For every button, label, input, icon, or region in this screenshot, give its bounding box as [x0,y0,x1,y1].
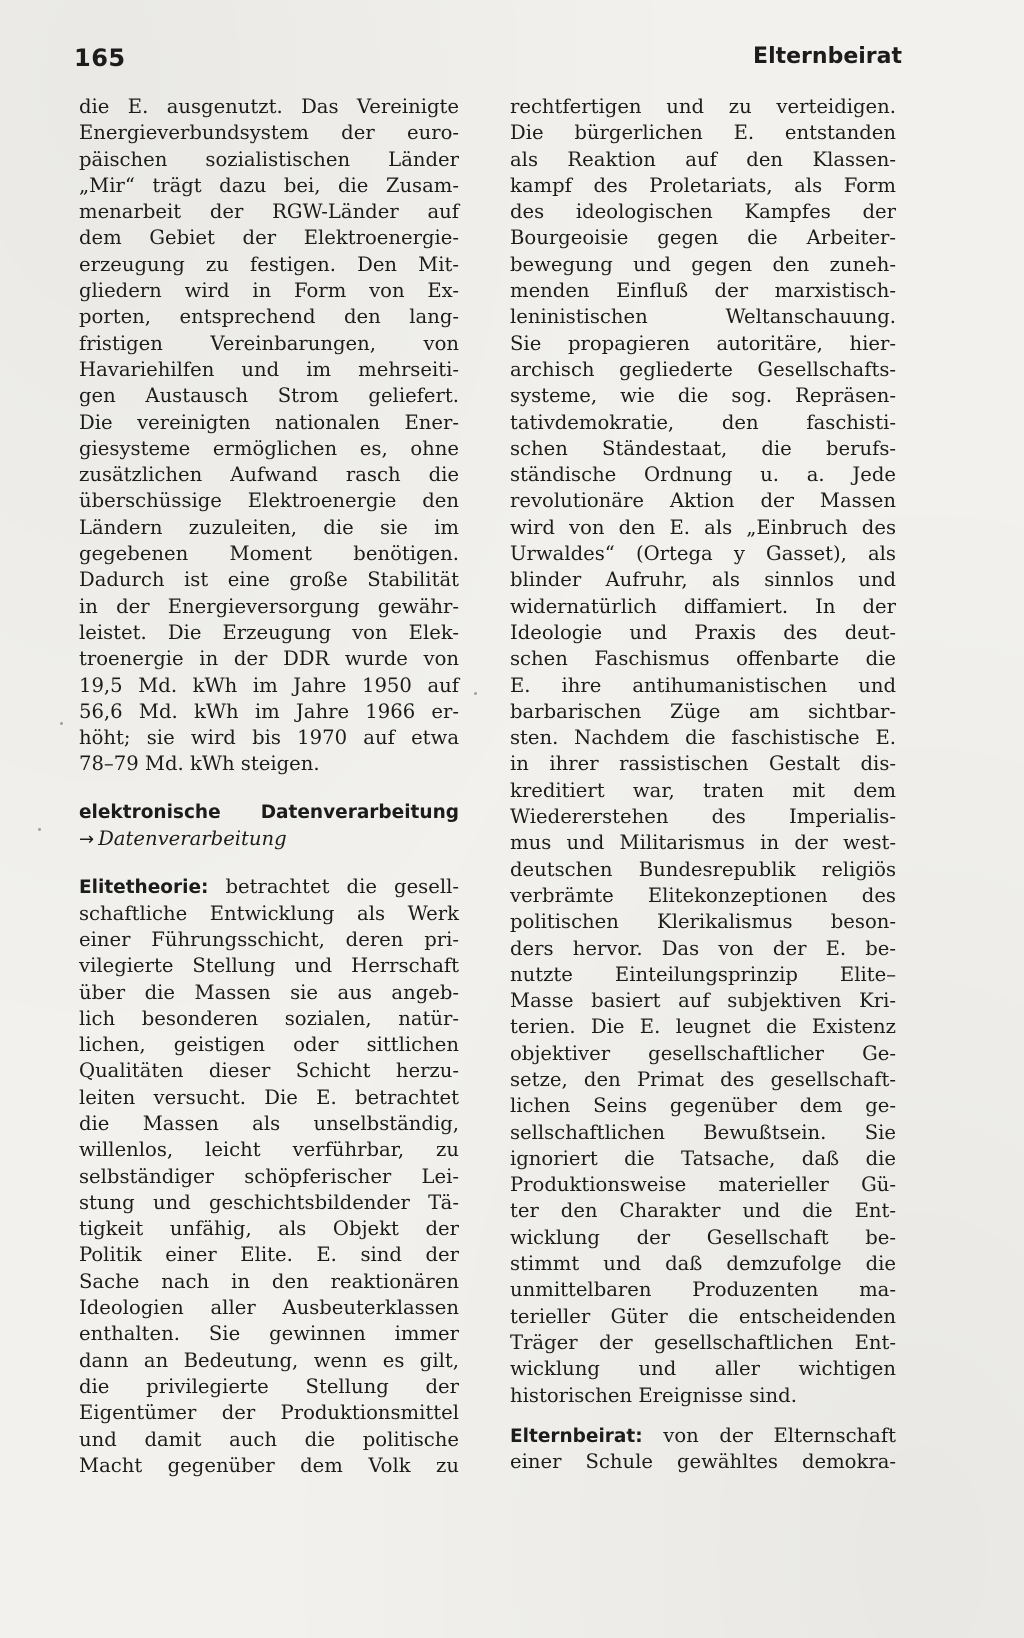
text-line: ignoriert die Tatsache, daß die [510,1146,896,1170]
text-line: kampf des Proletariats, als Form [510,173,896,197]
text-line: gliedern wird in Form von Ex- [79,279,459,303]
text-line: porten, entsprechend den lang- [79,305,459,329]
text-line: 56,6 Md. kWh im Jahre 1966 er- [79,699,459,723]
text-line: schen Ständestaat, die berufs- [510,436,896,460]
text-line: über die Massen sie aus angeb- [79,980,459,1004]
elite-body [79,901,459,1480]
text-line: Träger der gesellschaftlichen Ent- [510,1330,896,1354]
text-line: die privilegierte Stellung der [79,1374,459,1398]
text-line: archisch gegliederte Gesellschafts- [510,357,896,381]
text-line: vilegierte Stellung und Herrschaft [79,954,459,978]
text-line: 19,5 Md. kWh im Jahre 1950 auf [79,673,459,697]
text-line: die Massen als unselbständig, [79,1111,459,1135]
text-line: Die bürgerlichen E. entstanden [510,121,896,145]
text-line: Bourgeoisie gegen die Arbeiter- [510,226,896,250]
text-line: terien. Die E. leugnet die Existenz [510,1015,896,1039]
text-line: Sie propagieren autoritäre, hier- [510,331,896,355]
running-head: Elternbeirat [753,44,902,69]
text-line: gegebenen Moment benötigen. [79,542,459,566]
text-line: Ländern zuzuleiten, die sie im [79,515,459,539]
text-line: Ideologie und Praxis des deut- [510,620,896,644]
spacer [510,1409,896,1423]
text-line: einer Schule gewähltes demokra- [510,1450,896,1474]
text-line: Dadurch ist eine große Stabilität [79,568,459,592]
text-line: terieller Güter die entscheidenden [510,1304,896,1328]
text-line: leistet. Die Erzeugung von Elek- [79,620,459,644]
text-line: und damit auch die politische [79,1427,459,1451]
text-line: „Mir“ trägt dazu bei, die Zusam- [79,173,459,197]
text-line: Die vereinigten nationalen Ener- [79,410,459,434]
text-line: widernatürlich diffamiert. In der [510,594,896,618]
text-line: menarbeit der RGW-Länder auf [79,200,459,224]
text-line: Urwaldes“ (Ortega y Gasset), als [510,542,896,566]
text-line: tigkeit unfähig, als Objekt der [79,1217,459,1241]
edv-entry [79,800,459,853]
text-line: systeme, wie die sog. Repräsen- [510,384,896,408]
text-line: verbrämte Elitekonzeptionen des [510,883,896,907]
text-line: ders hervor. Das von der E. be- [510,936,896,960]
elternbeirat-entry [510,1423,896,1476]
text-line: des ideologischen Kampfes der [510,200,896,224]
arrow-right-icon: → [79,829,95,851]
left-column [79,94,459,1479]
text-line: kreditiert war, traten mit dem [510,778,896,802]
text-line: höht; sie wird bis 1970 auf etwa [79,726,459,750]
text-line: dem Gebiet der Elektroenergie- [79,226,459,250]
eltern-first-line [510,1423,896,1449]
text-line: giesysteme ermöglichen es, ohne [79,436,459,460]
text-line: politischen Klerikalismus beson- [510,910,896,934]
text-line: rechtfertigen und zu verteidigen. [510,95,896,118]
text-line: Wiedererstehen des Imperialis- [510,805,896,829]
spacer [79,852,459,874]
text-line: Eigentümer der Produktionsmittel [79,1401,459,1425]
text-line: Qualitäten dieser Schicht herzu- [79,1059,459,1083]
right-column [510,94,896,1475]
text-line: Macht gegenüber dem Volk zu [79,1453,459,1477]
text-line: selbständiger schöpferischer Lei- [79,1164,459,1188]
text-line: überschüssige Elektroenergie den [79,489,459,513]
page-number: 165 [74,44,126,72]
edv-headword: elektronische Datenverarbeitung [79,801,459,823]
text-line: lichen Seins gegenüber dem ge- [510,1094,896,1118]
text-line: barbarischen Züge am sichtbar- [510,699,896,723]
text-line: stung und geschichtsbildender Tä- [79,1190,459,1214]
eltern-body [510,1449,896,1475]
intro-paragraph [79,94,459,778]
text-line: deutschen Bundesrepublik religiös [510,857,896,881]
text-line: willenlos, leicht verführbar, zu [79,1138,459,1162]
text-line: Produktionsweise materieller Gü- [510,1173,896,1197]
eltern-headword: Elternbeirat: [510,1425,643,1447]
text-line: nutzte Einteilungsprinzip Elite– [510,962,896,986]
text-line: Ideologien aller Ausbeuterklassen [79,1296,459,1320]
text-line: wird von den E. als „Einbruch des [510,515,896,539]
text-line: leiten versucht. Die E. betrachtet [79,1085,459,1109]
crossref-target: Datenverarbeitung [98,827,287,851]
elitetheorie-entry [79,874,459,1479]
text-line: als Reaktion auf den Klassen- [510,147,896,171]
text-line: in ihrer rassistischen Gestalt dis- [510,752,896,776]
text-line: erzeugung zu festigen. Den Mit- [79,252,459,276]
text-line: schen Faschismus offenbarte die [510,647,896,671]
text-line: unmittelbaren Produzenten ma- [510,1278,896,1302]
edv-crossref [79,826,459,852]
text-line: menden Einfluß der marxistisch- [510,279,896,303]
text-line: Masse basiert auf subjektiven Kri- [510,989,896,1013]
text-line: Politik einer Elite. E. sind der [79,1243,459,1267]
scan-speck [38,828,41,831]
text-line: lichen, geistigen oder sittlichen [79,1033,459,1057]
text-line: wicklung und aller wichtigen [510,1357,896,1381]
text-line: ständische Ordnung u. a. Jede [510,463,896,487]
text-line: stimmt und daß demzufolge die [510,1252,896,1276]
text-line: mus und Militarismus in der west- [510,831,896,855]
elite-continuation [510,94,896,1409]
text-line: blinder Aufruhr, als sinnlos und [510,568,896,592]
text-line: fristigen Vereinbarungen, von [79,331,459,355]
elite-first-line [79,874,459,900]
text-line: revolutionäre Aktion der Massen [510,489,896,513]
scan-speck [60,722,63,725]
text-line: objektiver gesellschaftlicher Ge- [510,1041,896,1065]
text-line: sellschaftlichen Bewußtsein. Sie [510,1120,896,1144]
text-line: 78–79 Md. kWh steigen. [79,752,320,776]
text-line: wicklung der Gesellschaft be- [510,1225,896,1249]
spacer [79,778,459,800]
text-line: Energieverbundsystem der euro- [79,121,459,145]
text-line: bewegung und gegen den zuneh- [510,252,896,276]
text-line: E. ihre antihumanistischen und [510,673,896,697]
text-line: einer Führungsschicht, deren pri- [79,927,459,951]
scan-speck [474,692,477,695]
text-line: sten. Nachdem die faschistische E. [510,726,896,750]
text-line: ter den Charakter und die Ent- [510,1199,896,1223]
text-line: päischen sozialistischen Länder [79,147,459,171]
text-line: Havariehilfen und im mehrseiti- [79,357,459,381]
text-line: tativdemokratie, den faschisti- [510,410,896,434]
text-line: dann an Bedeutung, wenn es gilt, [79,1348,459,1372]
text-line: die E. ausgenutzt. Das Vereinigte [79,95,459,118]
text-line: leninistischen Weltanschauung. [510,305,896,329]
text-line: zusätzlichen Aufwand rasch die [79,463,459,487]
text-line: gen Austausch Strom geliefert. [79,384,459,408]
elite-headword: Elitetheorie: [79,877,209,899]
text-line: historischen Ereignisse sind. [510,1383,797,1407]
text-line: lich besonderen sozialen, natür- [79,1006,459,1030]
text-line: setze, den Primat des gesellschaft- [510,1067,896,1091]
elite-first-line-text: betrachtet die gesell- [225,875,459,899]
text-line: Sache nach in den reaktionären [79,1269,459,1293]
text-line: in der Energieversorgung gewähr- [79,594,459,618]
text-line: troenergie in der DDR wurde von [79,647,459,671]
eltern-first-line-text: von der Elternschaft [663,1423,896,1447]
text-line: enthalten. Sie gewinnen immer [79,1322,459,1346]
text-line: schaftliche Entwicklung als Werk [79,901,459,925]
